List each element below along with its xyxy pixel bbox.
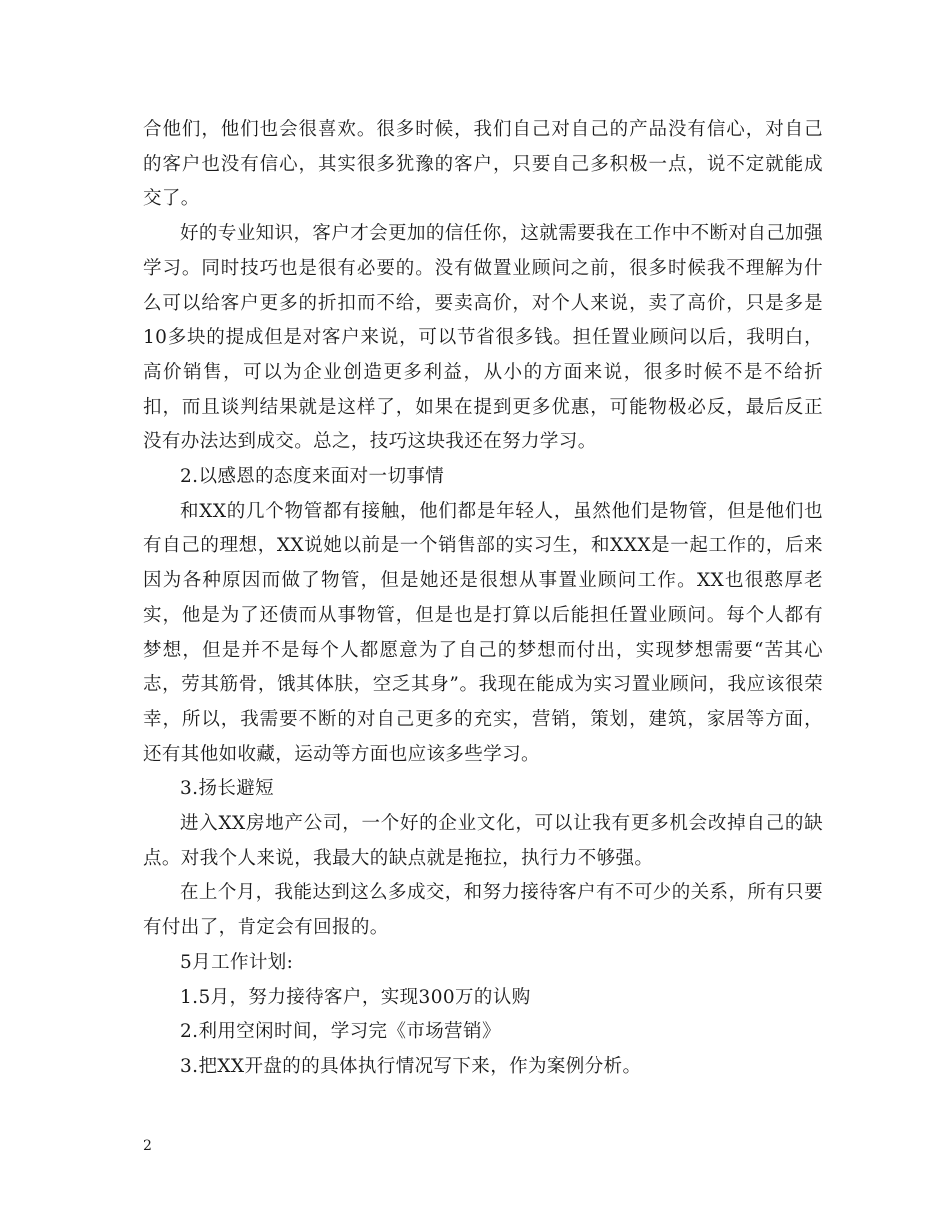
plan-item-1: 1.5月，努力接待客户，实现300万的认购 (180, 986, 531, 1008)
paragraph-property-managers: 和XX的几个物管都有接触，他们都是年轻人，虽然他们是物管，但是他们也有自己的理想，XX说她以前是一个销售部的实习生，和XXX是一起工作的，后来因为各种原因而做了物管，但是她还是很想从事置业顾问工作。XX也很憨厚老实，他是为了还债而从事物管，但是也是打算以后能担任置业顾问。每个人都有梦想，但是并不是每个人都愿意为了自己的梦想而付出，实现梦想需要“苦其心志，劳其筋骨，饿其体肤，空乏其身”。我现在能成为实习置业顾问，我应该很荣幸，所以，我需要不断的对自己更多的充实，营销，策划，建筑，家居等方面，还有其他如收藏，运动等方面也应该多些学习。 (143, 500, 823, 765)
work-plan-heading: 5月工作计划: (180, 951, 294, 973)
paragraph-professional-knowledge: 好的专业知识，客户才会更加的信任你，这就需要我在工作中不断对自己加强学习。同时技巧也是很有必要的。没有做置业顾问之前，很多时候我不理解为什么可以给客户更多的折扣而不给，要卖高价，对个人来说，卖了高价，只是多是10多块的提成但是对客户来说，可以节省很多钱。担任置业顾问以后，我明白，高价销售，可以为企业创造更多利益，从小的方面来说，很多时候不是不给折扣，而且谈判结果就是这样了，如果在提到更多优惠，可能物极必反，最后反正没有办法达到成交。总之，技巧这块我还在努力学习。 (143, 223, 823, 453)
plan-item-2: 2.利用空闲时间，学习完《市场营销》 (180, 1021, 501, 1043)
paragraph-last-month: 在上个月，我能达到这么多成交，和努力接待客户有不可少的关系，所有只要有付出了，肯定会有回报的。 (143, 882, 823, 939)
plan-item-3: 3.把XX开盘的的具体执行情况写下来，作为案例分析。 (180, 1055, 642, 1077)
paragraph-company-culture: 进入XX房地产公司，一个好的企业文化，可以让我有更多机会改掉自己的缺点。对我个人来说，我最大的缺点就是拖拉，执行力不够强。 (143, 813, 823, 869)
section-heading-strengths: 3.扬长避短 (180, 778, 275, 800)
document-body (143, 113, 823, 1085)
paragraph-continuation: 合他们，他们也会很喜欢。很多时候，我们自己对自己的产品没有信心，对自己的客户也没有信心，其实很多犹豫的客户，只要自己多积极一点，说不定就能成交了。 (143, 119, 823, 210)
page-number: 2 (143, 1138, 152, 1154)
section-heading-gratitude: 2.以感恩的态度来面对一切事情 (180, 466, 445, 488)
